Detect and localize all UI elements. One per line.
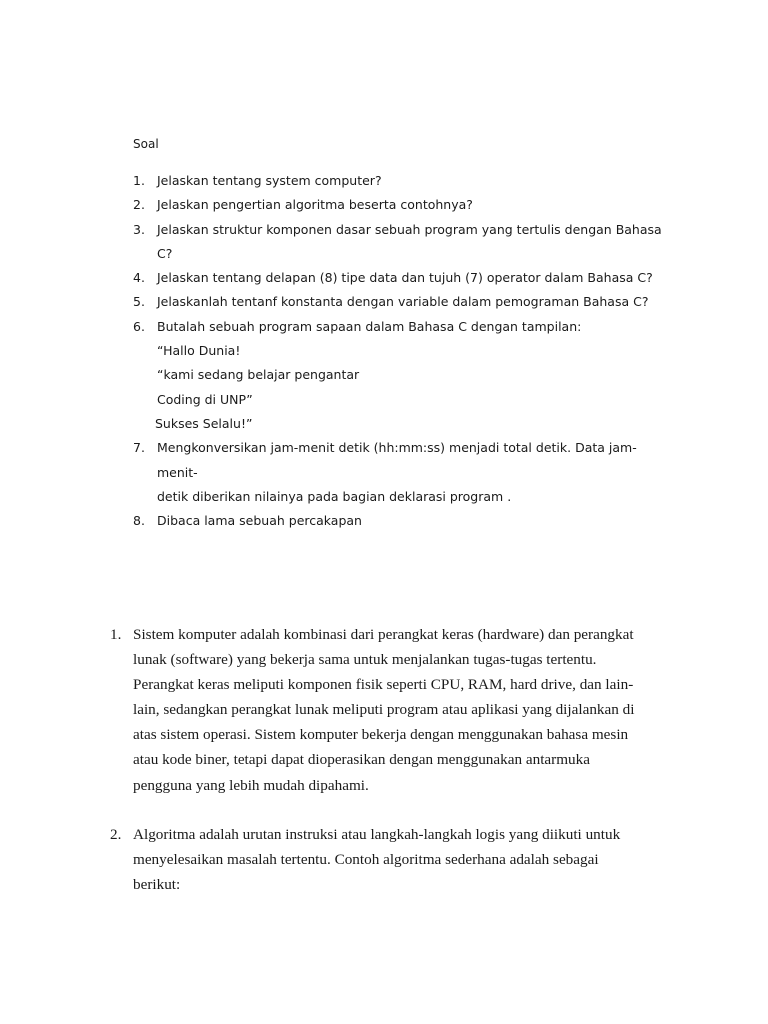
answer-line: berikut: (133, 875, 181, 893)
greeting-line: Coding di UNP” (157, 391, 253, 407)
question-text (157, 266, 673, 290)
question-item (133, 290, 673, 314)
question-item (133, 266, 673, 290)
question-line: detik diberikan nilainya pada bagian deklarasi program . (157, 488, 512, 504)
question-line: Jelaskan tentang delapan (8) tipe data dan tujuh (7) operator dalam Bahasa C? (157, 270, 653, 286)
question-number: 8. (133, 513, 145, 529)
answer-line: lain, sedangkan perangkat lunak meliputi program atau aplikasi yang dijalankan di (133, 701, 635, 719)
question-item (133, 193, 673, 217)
answer-number: 2. (110, 825, 122, 843)
question-text (157, 218, 673, 267)
question-number: 4. (133, 270, 145, 286)
question-text (157, 509, 673, 533)
question-text (157, 193, 673, 217)
question-number: 1. (133, 173, 145, 188)
question-number: 5. (133, 294, 145, 310)
question-item (133, 315, 673, 436)
question-line: Jelaskan struktur komponen dasar sebuah program yang tertulis dengan Bahasa C? (157, 221, 662, 261)
answer-line: atas sistem operasi. Sistem komputer bekerja dengan menggunakan bahasa mesin (133, 726, 629, 744)
question-text (157, 169, 673, 193)
question-line: Butalah sebuah program sapaan dalam Bahasa C dengan tampilan: (157, 318, 582, 334)
question-list (133, 169, 673, 533)
answer-item (110, 622, 670, 798)
question-line: Mengkonversikan jam-menit detik (hh:mm:ss) menjadi total detik. Data jam-menit- (157, 440, 637, 480)
question-number: 3. (133, 221, 145, 237)
question-number: 6. (133, 318, 145, 334)
question-item (133, 169, 673, 193)
question-line: Dibaca lama sebuah percakapan (157, 513, 362, 529)
question-item (133, 436, 673, 509)
question-number: 7. (133, 440, 145, 456)
answer-number: 1. (110, 626, 122, 643)
section-heading: Soal (133, 137, 159, 151)
question-item (133, 509, 673, 533)
answer-line: pengguna yang lebih mudah dipahami. (133, 776, 369, 794)
answer-list (110, 622, 670, 897)
question-text (157, 436, 673, 509)
question-line: Jelaskan tentang system computer? (157, 173, 382, 188)
answer-line: Sistem komputer adalah kombinasi dari perangkat keras (hardware) dan perangkat (133, 626, 634, 643)
greeting-line: “kami sedang belajar pengantar (157, 367, 360, 383)
answer-line: lunak (software) yang bekerja sama untuk menjalankan tugas-tugas tertentu. (133, 651, 597, 669)
greeting-line: “Hallo Dunia! (157, 343, 241, 359)
answer-line: Perangkat keras meliputi komponen fisik seperti CPU, RAM, hard drive, dan lain- (133, 676, 634, 694)
answer-line: Algoritma adalah urutan instruksi atau langkah-langkah logis yang diikuti untuk (133, 825, 621, 843)
answer-line: menyelesaikan masalah tertentu. Contoh algoritma sederhana adalah sebagai (133, 850, 599, 868)
question-line: Jelaskanlah tentanf konstanta dengan variable dalam pemograman Bahasa C? (157, 294, 649, 310)
question-line: Jelaskan pengertian algoritma beserta contohnya? (157, 197, 473, 213)
question-text (157, 290, 673, 314)
answer-item (110, 822, 670, 897)
greeting-line: Sukses Selalu!” (155, 415, 253, 431)
question-text (157, 315, 673, 436)
question-item (133, 218, 673, 267)
answer-line: atau kode biner, tetapi dapat dioperasikan dengan menggunakan antarmuka (133, 751, 590, 769)
question-number: 2. (133, 197, 145, 213)
